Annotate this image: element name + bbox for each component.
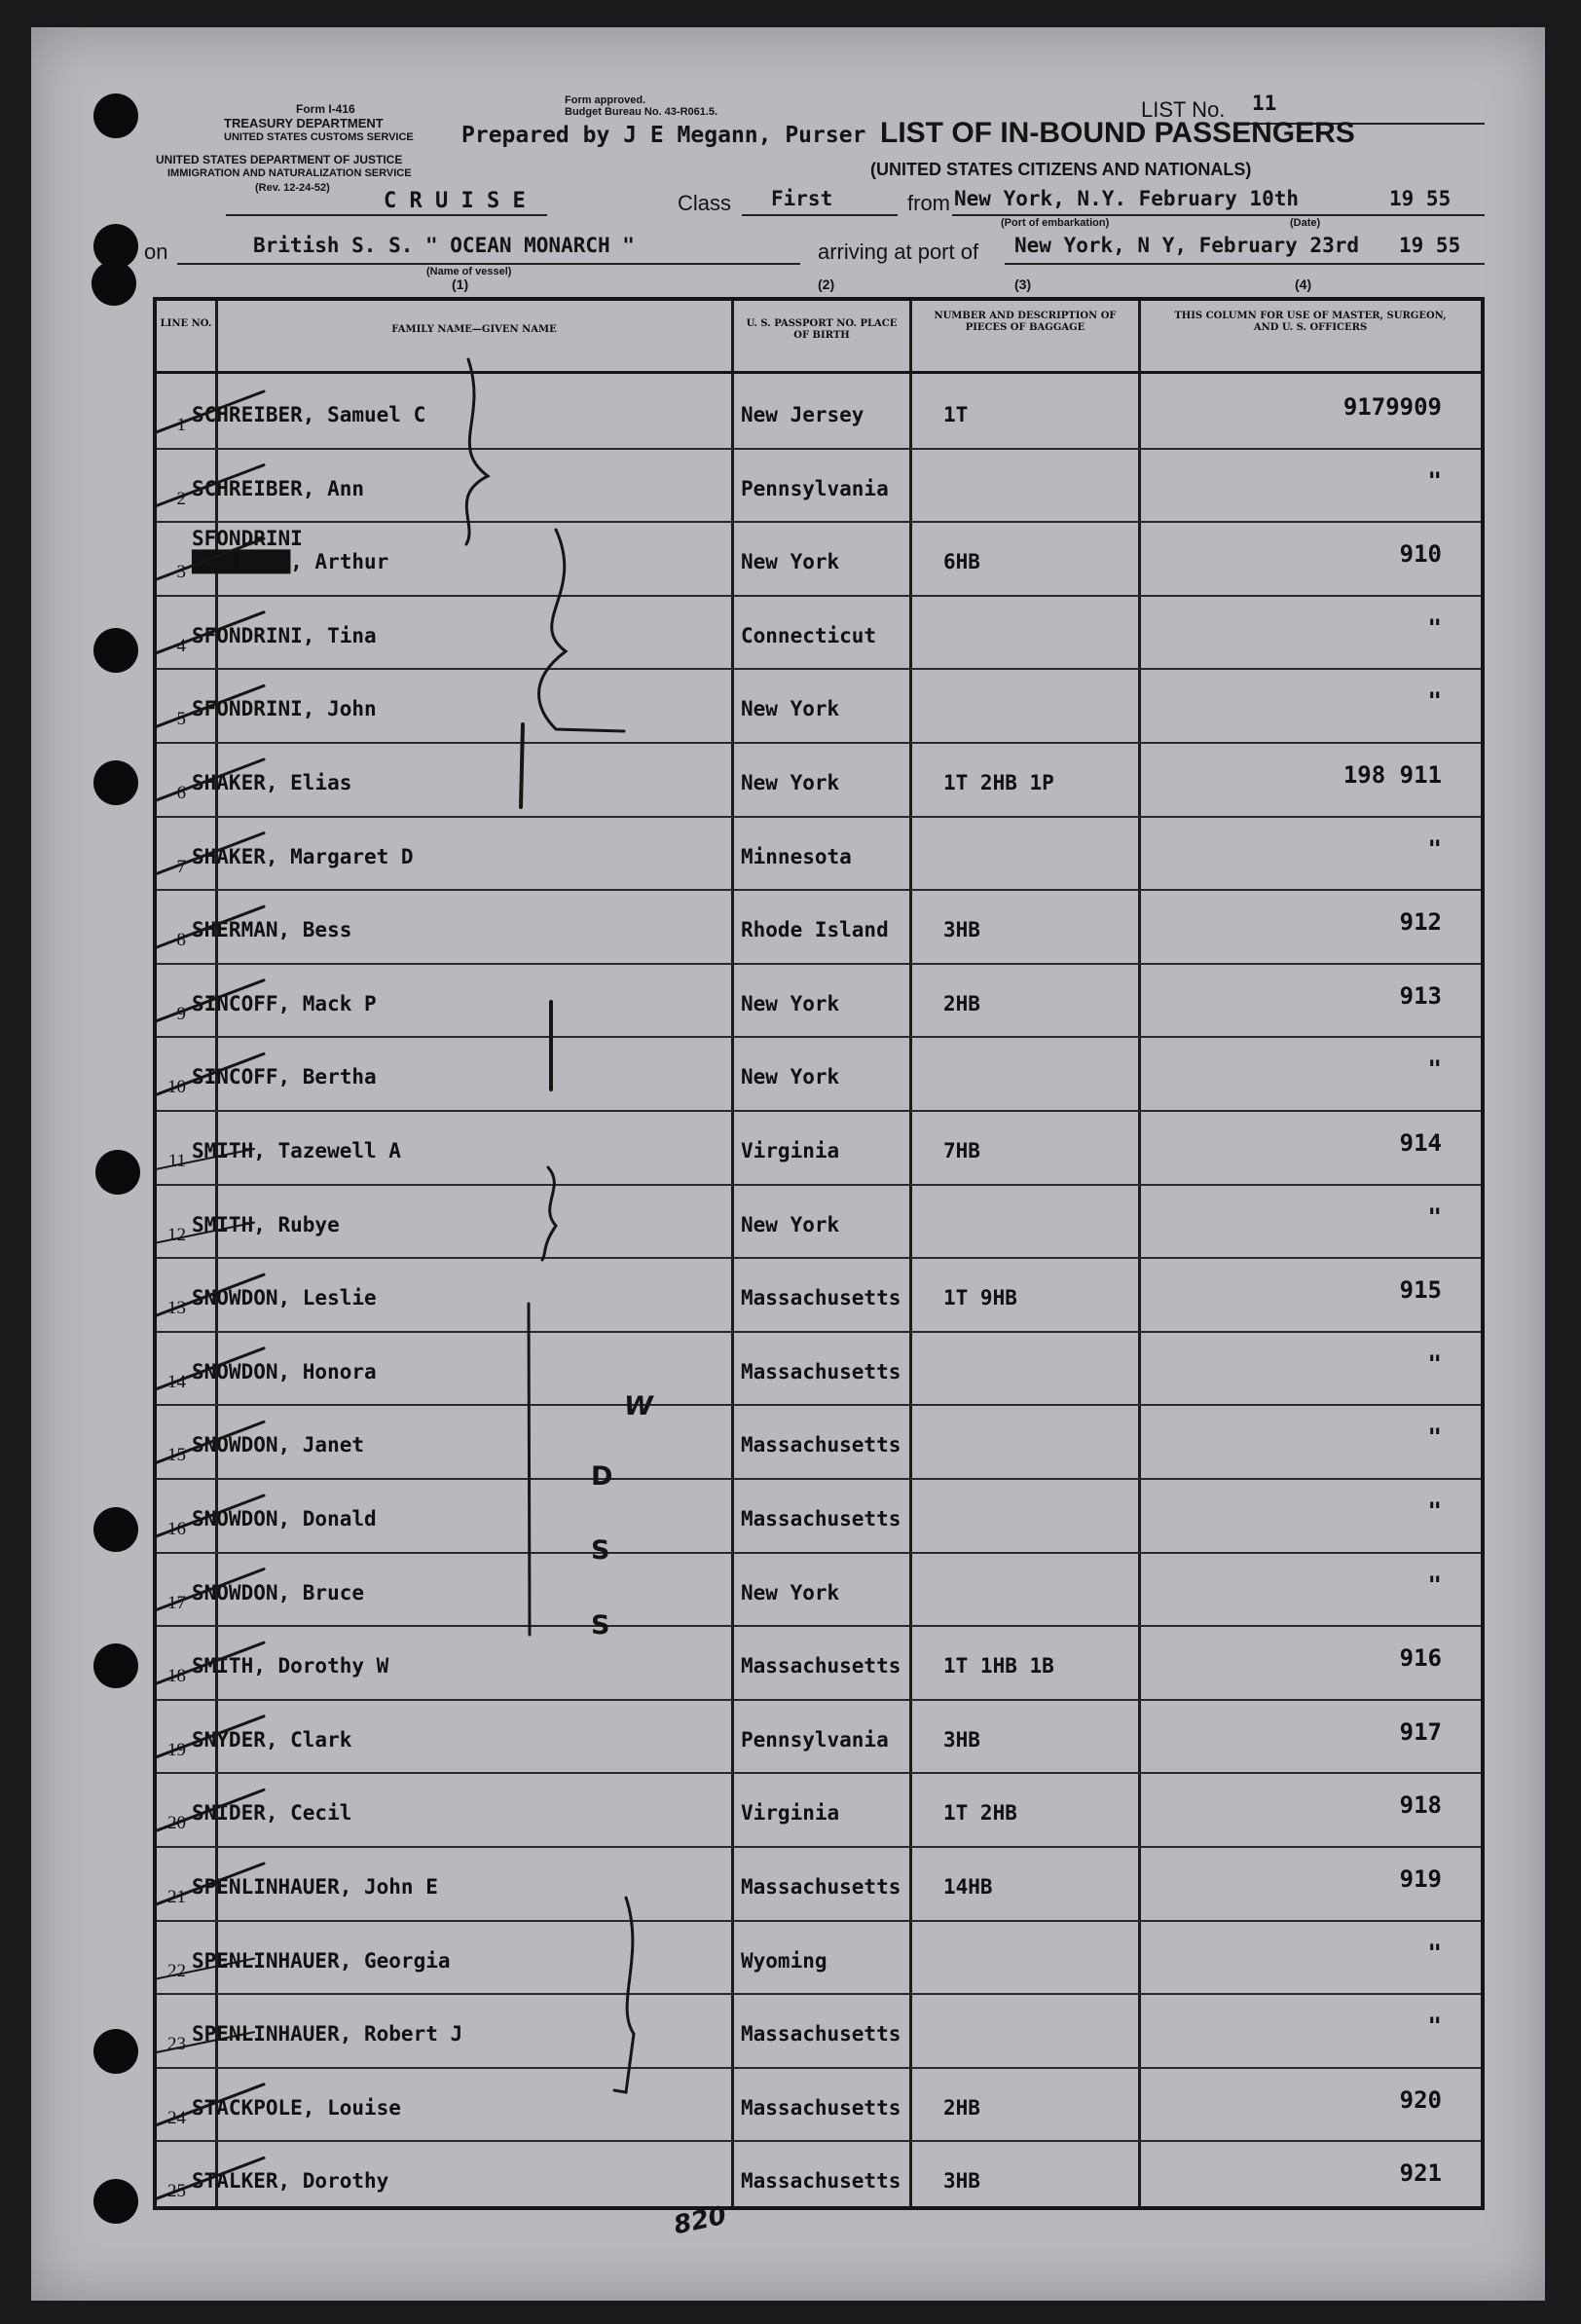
- customs-label: UNITED STATES CUSTOMS SERVICE: [224, 131, 414, 143]
- budget-bureau: Budget Bureau No. 43-R061.5.: [565, 106, 718, 118]
- line-number: 5: [176, 709, 186, 730]
- check-mark: [157, 1863, 264, 1906]
- passenger-name: SNOWDON, Honora: [192, 1359, 377, 1383]
- punch-hole: [93, 1643, 138, 1688]
- annotation-s1: S: [591, 1535, 610, 1566]
- form-approved: Form approved.: [565, 94, 646, 106]
- on-label: on: [144, 240, 168, 264]
- line-number: 23: [167, 2034, 186, 2055]
- place-of-birth: Massachusetts: [741, 1433, 901, 1457]
- col-head-line: LINE NO.: [160, 318, 212, 329]
- bracket: [542, 1167, 556, 1260]
- passenger-name: SPENLINHAUER, John E: [192, 1875, 438, 1899]
- col-head-name: FAMILY NAME—GIVEN NAME: [391, 324, 557, 335]
- baggage: 3HB: [943, 918, 980, 942]
- baggage: 2HB: [943, 991, 980, 1015]
- place-of-birth: Massachusetts: [741, 1875, 901, 1899]
- col-head-officers: THIS COLUMN FOR USE OF MASTER, SURGEON, AND U. S. OFFICERS: [1174, 311, 1447, 333]
- annotation-s2: S: [591, 1610, 610, 1641]
- place-of-birth: Minnesota: [741, 844, 852, 868]
- check-mark: [157, 1642, 264, 1685]
- place-of-birth: New York: [741, 771, 840, 794]
- check-mark: [157, 612, 264, 655]
- line-number: 17: [167, 1592, 186, 1613]
- officer-use: ": [1427, 1055, 1442, 1084]
- place-of-birth: New York: [741, 991, 840, 1015]
- punch-hole: [92, 261, 136, 306]
- from-label: from: [907, 191, 950, 215]
- annotation-d: D: [591, 1461, 613, 1492]
- officer-use: ": [1427, 1570, 1442, 1599]
- place-of-birth: Massachusetts: [741, 1507, 901, 1531]
- check-mark: [157, 1569, 264, 1612]
- place-of-birth: Virginia: [741, 1801, 840, 1826]
- passenger-name: SNOWDON, Bruce: [192, 1580, 365, 1605]
- officer-use: 9179909: [1342, 393, 1442, 421]
- passenger-name: SCHREIBER, Ann: [192, 476, 365, 500]
- check-mark: [157, 2084, 264, 2127]
- annotation-w: W: [624, 1391, 653, 1421]
- line-number: 19: [167, 1739, 186, 1760]
- check-mark: [157, 1716, 264, 1759]
- passenger-name: SFONDRINI, John: [192, 697, 377, 721]
- immigration-label: IMMIGRATION AND NATURALIZATION SERVICE: [167, 167, 412, 179]
- check-mark: [157, 833, 264, 876]
- from-value: New York, N.Y. February 10th: [954, 187, 1300, 210]
- punch-hole: [93, 2179, 138, 2224]
- baggage: 14HB: [943, 1875, 993, 1899]
- check-mark: [157, 1421, 264, 1464]
- passenger-name: STACKPOLE, Louise: [192, 2095, 401, 2120]
- punch-hole: [95, 1150, 140, 1195]
- passenger-name: SINCOFF, Bertha: [192, 1065, 377, 1089]
- check-mark: [157, 1053, 264, 1096]
- officer-use: 915: [1399, 1276, 1442, 1305]
- vessel-caption: (Name of vessel): [426, 266, 512, 277]
- check-mark: [157, 1149, 254, 1170]
- col-num-2: (2): [818, 277, 835, 292]
- officer-use: 920: [1399, 2085, 1442, 2114]
- cruise-line: [226, 214, 547, 216]
- check-mark: [157, 2032, 254, 2053]
- check-mark: [157, 759, 264, 802]
- list-title: LIST OF IN-BOUND PASSENGERS: [880, 117, 1355, 149]
- place-of-birth: New York: [741, 550, 840, 574]
- date-caption: (Date): [1290, 217, 1321, 229]
- place-of-birth: New York: [741, 1065, 840, 1089]
- passenger-name: SCHREIBER, Samuel C: [192, 403, 426, 426]
- passenger-name: SNOWDON, Donald: [192, 1507, 377, 1531]
- check-mark: [157, 906, 264, 949]
- passenger-name: SNOWDON, Janet: [192, 1433, 365, 1457]
- place-of-birth: Massachusetts: [741, 1359, 901, 1383]
- passenger-name: SMITH, Rubye: [192, 1212, 340, 1236]
- place-of-birth: Massachusetts: [741, 2169, 901, 2194]
- check-mark: [157, 1495, 264, 1538]
- baggage: 3HB: [943, 1727, 980, 1752]
- arrival-year: 19 55: [1399, 234, 1461, 257]
- passenger-name: SHERMAN, Bess: [192, 918, 352, 942]
- line-number: 24: [167, 2107, 186, 2128]
- check-mark: [157, 1789, 264, 1832]
- punch-hole: [93, 628, 138, 673]
- line-number: 16: [167, 1519, 186, 1539]
- baggage: 2HB: [943, 2095, 980, 2120]
- check-mark: [157, 538, 264, 581]
- bracket: [529, 1304, 530, 1635]
- bracket: [466, 359, 488, 544]
- place-of-birth: Wyoming: [741, 1948, 827, 1973]
- passenger-name: STALKER, Dorothy: [192, 2169, 389, 2194]
- officer-use: ": [1427, 1349, 1442, 1378]
- officer-use: 198 911: [1342, 761, 1442, 789]
- passenger-surname: SFONDRINI: [192, 527, 303, 551]
- officer-use: 913: [1399, 981, 1442, 1010]
- baggage: 7HB: [943, 1139, 980, 1162]
- officer-use: 919: [1399, 1865, 1442, 1893]
- passenger-name: SINCOFF, Mack P: [192, 991, 377, 1015]
- baggage: 6HB: [943, 550, 980, 574]
- bracket: [539, 530, 625, 731]
- baggage: 1T 2HB: [943, 1801, 1017, 1826]
- punch-hole: [93, 93, 138, 138]
- class-line: [742, 214, 898, 216]
- place-of-birth: Rhode Island: [741, 918, 889, 942]
- line-number: 15: [167, 1445, 186, 1466]
- passenger-table: [153, 297, 1485, 2210]
- line-number: 14: [167, 1371, 186, 1392]
- handwritten-marks: [157, 301, 1489, 2214]
- check-mark: [157, 685, 264, 728]
- line-number: 1: [176, 415, 186, 435]
- officer-use: ": [1427, 687, 1442, 716]
- list-subtitle: (UNITED STATES CITIZENS AND NATIONALS): [870, 160, 1252, 179]
- line-number: 18: [167, 1666, 186, 1687]
- place-of-birth: Massachusetts: [741, 2095, 901, 2120]
- line-number: 10: [167, 1077, 186, 1098]
- baggage: 1T 9HB: [943, 1286, 1017, 1310]
- officer-use: ": [1427, 1423, 1442, 1452]
- line-number: 9: [176, 1003, 186, 1024]
- line-number: 3: [176, 562, 186, 583]
- annotation-bottom: 820: [671, 2200, 729, 2241]
- arrival-value: New York, N Y, February 23rd: [1014, 234, 1360, 257]
- baggage: 1T 2HB 1P: [943, 771, 1054, 794]
- officer-use: ": [1427, 466, 1442, 495]
- place-of-birth: Massachusetts: [741, 1654, 901, 1678]
- from-line: [952, 214, 1485, 216]
- line-number: 8: [176, 930, 186, 951]
- place-of-birth: Pennsylvania: [741, 1727, 889, 1752]
- officer-use: ": [1427, 1938, 1442, 1967]
- passenger-name: SNOWDON, Leslie: [192, 1286, 377, 1310]
- col-head-baggage: NUMBER AND DESCRIPTION OF PIECES OF BAGGAGE: [934, 311, 1117, 333]
- check-mark: [157, 1348, 264, 1391]
- col-num-1: (1): [452, 277, 469, 292]
- officer-use: ": [1427, 1497, 1442, 1525]
- col-head-passport: U. S. PASSPORT NO. PLACE OF BIRTH: [746, 318, 898, 341]
- officer-use: ": [1427, 2012, 1442, 2041]
- place-of-birth: New York: [741, 1212, 840, 1236]
- punch-hole: [93, 760, 138, 805]
- from-year: 19 55: [1389, 187, 1452, 210]
- check-mark: [157, 465, 264, 508]
- place-of-birth: Pennsylvania: [741, 476, 889, 500]
- place-of-birth: New York: [741, 1580, 840, 1605]
- revision: (Rev. 12-24-52): [255, 182, 330, 194]
- officer-use: 916: [1399, 1644, 1442, 1673]
- line-number: 20: [167, 1813, 186, 1834]
- place-of-birth: Massachusetts: [741, 1286, 901, 1310]
- officer-use: ": [1427, 834, 1442, 863]
- line-number: 7: [176, 856, 186, 877]
- check-mark: [157, 1274, 264, 1317]
- line-number: 4: [176, 635, 186, 656]
- check-mark: [157, 1959, 254, 1980]
- check-mark: [157, 2158, 264, 2200]
- officer-use: 917: [1399, 1717, 1442, 1746]
- passenger-name: SPENLINHAUER, Robert J: [192, 2022, 463, 2047]
- punch-hole: [93, 2029, 138, 2074]
- passenger-name: SMITH, Dorothy W: [192, 1654, 389, 1678]
- line-number: 13: [167, 1298, 186, 1319]
- officer-use: ": [1427, 1202, 1442, 1231]
- line-number: 12: [167, 1224, 186, 1245]
- prepared-by: Prepared by J E Megann, Purser: [461, 123, 866, 148]
- cruise-label: C R U I S E: [384, 189, 526, 213]
- baggage: 1T: [943, 403, 969, 426]
- list-no-label: LIST No.: [1141, 97, 1226, 122]
- place-of-birth: Virginia: [741, 1139, 840, 1162]
- passenger-name: SNYDER, Clark: [192, 1727, 352, 1752]
- line-number: 21: [167, 1887, 186, 1907]
- check-mark: [157, 980, 264, 1023]
- officer-use: 921: [1399, 2159, 1442, 2188]
- officer-use: 914: [1399, 1129, 1442, 1157]
- place-of-birth: Connecticut: [741, 623, 877, 647]
- line-number: 2: [176, 488, 186, 509]
- form-number: Form I-416: [296, 102, 355, 116]
- baggage: 1T 1HB 1B: [943, 1654, 1054, 1678]
- line-number: 11: [167, 1151, 186, 1171]
- passenger-name: ████████, Arthur: [192, 550, 389, 574]
- check-mark: [157, 1223, 254, 1244]
- passenger-name: SPENLINHAUER, Georgia: [192, 1948, 451, 1973]
- baggage: 3HB: [943, 2169, 980, 2194]
- arriving-label: arriving at port of: [818, 240, 979, 264]
- port-embark-caption: (Port of embarkation): [1001, 217, 1110, 229]
- line-number: 25: [167, 2181, 186, 2202]
- passenger-name: SFONDRINI, Tina: [192, 623, 377, 647]
- passenger-name: SHAKER, Elias: [192, 771, 352, 794]
- line-number: 22: [167, 1960, 186, 1981]
- col-num-3: (3): [1014, 277, 1032, 292]
- justice-label: UNITED STATES DEPARTMENT OF JUSTICE: [156, 153, 403, 166]
- officer-use: ": [1427, 613, 1442, 642]
- place-of-birth: Massachusetts: [741, 2022, 901, 2047]
- manifest-sheet: [31, 27, 1545, 2301]
- arrival-line: [1005, 263, 1485, 265]
- passenger-name: SHAKER, Margaret D: [192, 844, 414, 868]
- vessel-name: British S. S. " OCEAN MONARCH ": [253, 234, 635, 257]
- bracket: [614, 1898, 634, 2092]
- vessel-line: [177, 263, 800, 265]
- treasury-label: TREASURY DEPARTMENT: [224, 116, 384, 130]
- officer-use: 912: [1399, 908, 1442, 937]
- passenger-name: SMITH, Tazewell A: [192, 1139, 401, 1162]
- check-mark: [157, 391, 264, 434]
- class-label: Class: [678, 191, 732, 215]
- passenger-name: SNIDER, Cecil: [192, 1801, 352, 1826]
- col-num-4: (4): [1295, 277, 1312, 292]
- place-of-birth: New York: [741, 697, 840, 721]
- officer-use: 910: [1399, 540, 1442, 569]
- class-value: First: [771, 187, 833, 210]
- place-of-birth: New Jersey: [741, 403, 864, 426]
- punch-hole: [93, 1507, 138, 1552]
- line-number: 6: [176, 783, 186, 803]
- bracket: [521, 724, 523, 807]
- list-no: 11: [1252, 92, 1277, 115]
- officer-use: 918: [1399, 1791, 1442, 1820]
